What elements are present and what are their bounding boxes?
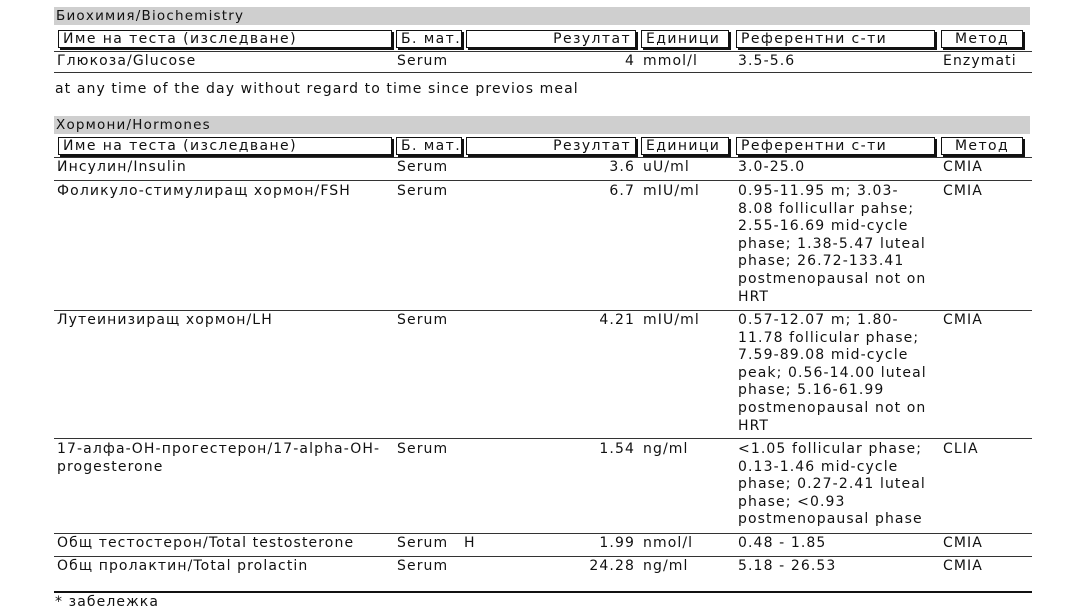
- header-test-name: Име на теста (изследване): [58, 137, 392, 155]
- cell-test-name: Общ пролактин/Total prolactin: [57, 558, 309, 574]
- cell-result: 4.21: [599, 312, 635, 328]
- cell-test-name: Общ тестостерон/Total testosterone: [57, 535, 355, 551]
- cell-test-name: 17-алфа-OH-прогестерон/17-alpha-OH- progesterone: [57, 441, 381, 475]
- cell-units: mIU/ml: [643, 312, 700, 328]
- row-divider: [54, 157, 1032, 158]
- cell-result: 1.54: [599, 441, 635, 457]
- cell-reference: 3.5-5.6: [738, 53, 796, 69]
- cell-result: 24.28: [589, 558, 635, 574]
- cell-result: 1.99: [599, 535, 635, 551]
- cell-material: Serum: [397, 159, 449, 175]
- row-divider: [54, 72, 1032, 73]
- cell-result: 6.7: [609, 183, 635, 199]
- cell-method: CMIA: [943, 159, 983, 175]
- cell-reference: 0.95-11.95 m; 3.03- 8.08 follicullar pahse; 2.55-16.69 mid-cycle phase; 1.38-5.47 luteal phase; 26.72-133.41 postmenopausal not on HRT: [738, 183, 927, 305]
- row-divider: [54, 310, 1032, 311]
- cell-method: CMIA: [943, 558, 983, 574]
- cell-material: Serum: [397, 535, 449, 551]
- header-result: Резултат: [466, 30, 636, 48]
- cell-reference: 0.57-12.07 m; 1.80- 11.78 follicular phase; 7.59-89.08 mid-cycle peak; 0.56-14.00 luteal phase; 5.16-61.99 postmenopausal not on HRT: [738, 312, 927, 434]
- cell-reference: <1.05 follicular phase; 0.13-1.46 mid-cycle phase; 0.27-2.41 luteal phase; <0.93 postmenopausal phase: [738, 441, 926, 528]
- cell-units: mmol/l: [643, 53, 698, 69]
- cell-material: Serum: [397, 53, 449, 69]
- header-result: Резултат: [466, 137, 636, 155]
- biochemistry-note: at any time of the day without regard to time since previos meal: [55, 81, 579, 97]
- cell-method: CMIA: [943, 183, 983, 199]
- cell-units: mIU/ml: [643, 183, 700, 199]
- header-reference: Референтни с-ти: [736, 137, 935, 155]
- cell-test-name: Фоликуло-стимулиращ хормон/FSH: [57, 183, 351, 199]
- cell-units: uU/ml: [643, 159, 690, 175]
- cell-units: nmol/l: [643, 535, 694, 551]
- section-title-biochemistry: Биохимия/Biochemistry: [56, 8, 245, 24]
- header-method: Метод: [941, 137, 1023, 155]
- cell-material: Serum: [397, 183, 449, 199]
- cell-test-name: Лутеинизиращ хормон/LH: [57, 312, 273, 328]
- header-units: Единици: [641, 30, 729, 48]
- header-units: Единици: [641, 137, 729, 155]
- header-reference: Референтни с-ти: [736, 30, 935, 48]
- header-method: Метод: [941, 30, 1023, 48]
- cell-method: CMIA: [943, 312, 983, 328]
- row-divider: [54, 533, 1032, 534]
- footer-remark: * забележка: [55, 594, 160, 610]
- cell-method: Enzymati: [943, 53, 1017, 69]
- cell-result: 4: [624, 53, 635, 69]
- cell-method: CMIA: [943, 535, 983, 551]
- cell-test-name: Инсулин/Insulin: [57, 159, 187, 175]
- row-divider: [54, 556, 1032, 557]
- cell-material: Serum: [397, 441, 449, 457]
- cell-material: Serum: [397, 558, 449, 574]
- cell-flag: H: [464, 535, 476, 551]
- cell-reference: 3.0-25.0: [738, 159, 806, 175]
- section-title-hormones: Хормони/Hormones: [56, 117, 211, 133]
- cell-test-name: Глюкоза/Glucose: [57, 53, 197, 69]
- row-divider: [54, 438, 1032, 439]
- cell-reference: 0.48 - 1.85: [738, 535, 827, 551]
- cell-result: 3.6: [609, 159, 635, 175]
- row-divider: [54, 51, 1032, 52]
- cell-reference: 5.18 - 26.53: [738, 558, 837, 574]
- cell-units: ng/ml: [643, 441, 689, 457]
- cell-units: ng/ml: [643, 558, 689, 574]
- cell-method: CLIA: [943, 441, 979, 457]
- header-material: Б. мат.: [396, 137, 462, 155]
- row-divider: [54, 180, 1032, 181]
- footer-divider: [54, 591, 1032, 593]
- header-test-name: Име на теста (изследване): [58, 30, 392, 48]
- cell-material: Serum: [397, 312, 449, 328]
- header-material: Б. мат.: [396, 30, 462, 48]
